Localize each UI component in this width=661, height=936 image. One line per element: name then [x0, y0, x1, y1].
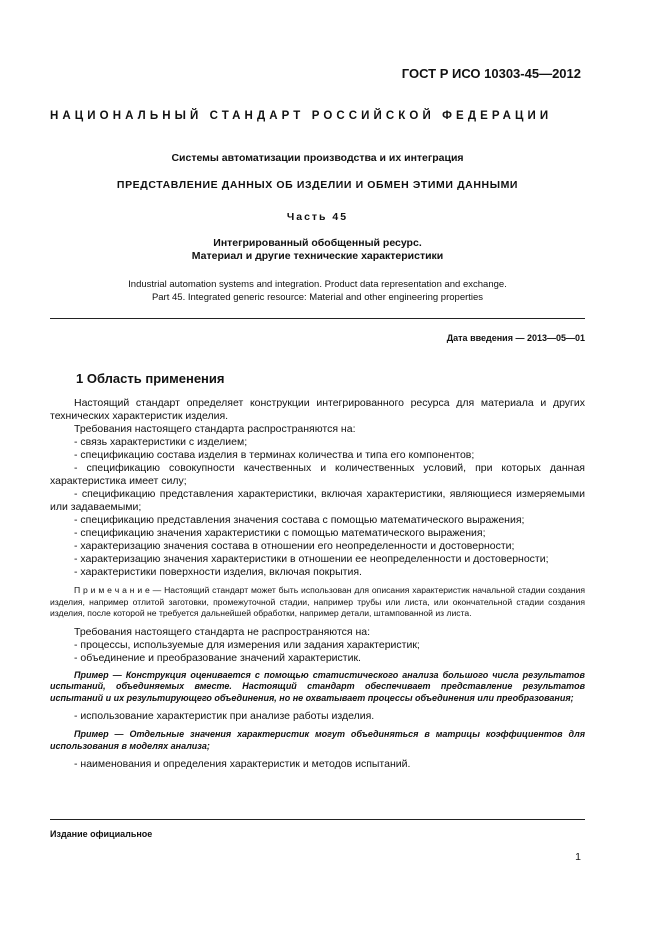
list-item: - связь характеристики с изделием; — [74, 436, 248, 448]
paragraph-scope: Настоящий стандарт определяет конструкции интегрированного ресурса для материала и других технических характеристик изделия. — [50, 397, 585, 422]
standard-code: ГОСТ Р ИСО 10303-45—2012 — [401, 66, 581, 81]
footer-divider — [50, 819, 585, 820]
list-item: - спецификацию значения характеристики с помощью математического выражения; — [74, 527, 486, 539]
example-text: Пример — Конструкция оценивается с помощью статистического анализа большого числа результатов испытаний, объединяемых вместе. Настоящий стандарт обеспечивает представление результатов испытаний и их результирующего объединения, но не охватывает процессы объединения или преобразования; — [50, 669, 585, 703]
list-item: - спецификацию представления характеристики, включая характеристики, являющиеся измеряемыми или задаваемыми; — [50, 488, 585, 513]
list-item: - процессы, используемые для измерения или задания характеристик; — [74, 638, 420, 651]
example-text: Пример — Отдельные значения характеристик могут объединяться в матрицы коэффициентов для использования в моделях анализа; — [50, 729, 585, 751]
list-item: - спецификацию совокупности качественных и количественных условий, при которых данная характеристика имеет силу; — [50, 462, 585, 487]
title-line-2: ПРЕДСТАВЛЕНИЕ ДАННЫХ ОБ ИЗДЕЛИИ И ОБМЕН ЭТИМИ ДАННЫМИ — [116, 179, 519, 191]
english-title-line-1: Industrial automation systems and integration. Product data representation and exchange. — [128, 279, 507, 290]
list-item: - спецификацию представления значения состава с помощью математического выражения; — [74, 514, 525, 526]
list-item: - характеризацию значения характеристики в отношении ее неопределенности и достоверности; — [74, 553, 549, 565]
list-item: - характеризацию значения состава в отношении его неопределенности и достоверности; — [74, 540, 515, 552]
paragraph-not-applies: Требования настоящего стандарта не распространяются на: — [74, 625, 371, 638]
note-text: П р и м е ч а н и е — Настоящий стандарт может быть использован для описания характеристик начальной стадии создания изделия, например отлитой заготовки, промежуточной стадии, например трубы или листа, или окончательной стадии создания изделия, после которой не требуется дальнейшей обработки, например детали, штампованной из листа. — [50, 585, 585, 618]
introduction-date: Дата введения — 2013—05—01 — [446, 333, 585, 343]
title-line-1: Системы автоматизации производства и их интеграция — [171, 152, 464, 164]
subtitle-line-2: Материал и другие технические характеристики — [191, 250, 444, 262]
list-item: - характеристики поверхности изделия, включая покрытия. — [74, 566, 362, 578]
paragraph-applies: Требования настоящего стандарта распространяются на: — [74, 423, 356, 435]
subtitle-line-1: Интегрированный обобщенный ресурс. — [213, 237, 422, 249]
part-number: Часть 45 — [286, 211, 349, 223]
national-standard-banner: НАЦИОНАЛЬНЫЙ СТАНДАРТ РОССИЙСКОЙ ФЕДЕРАЦИИ — [50, 110, 553, 122]
list-item: - объединение и преобразование значений характеристик. — [74, 651, 361, 664]
official-edition-label: Издание официальное — [50, 829, 153, 839]
english-title-line-2: Part 45. Integrated generic resource: Material and other engineering properties — [151, 292, 484, 303]
section-heading: 1 Область применения — [76, 371, 225, 386]
section-body — [50, 397, 585, 771]
page-number: 1 — [575, 851, 581, 863]
list-item: - спецификацию состава изделия в терминах количества и типа его компонентов; — [74, 449, 475, 461]
list-item: - наименования и определения характеристик и методов испытаний. — [74, 758, 411, 770]
list-item: - использование характеристик при анализе работы изделия. — [74, 710, 375, 722]
header-divider — [50, 318, 585, 319]
